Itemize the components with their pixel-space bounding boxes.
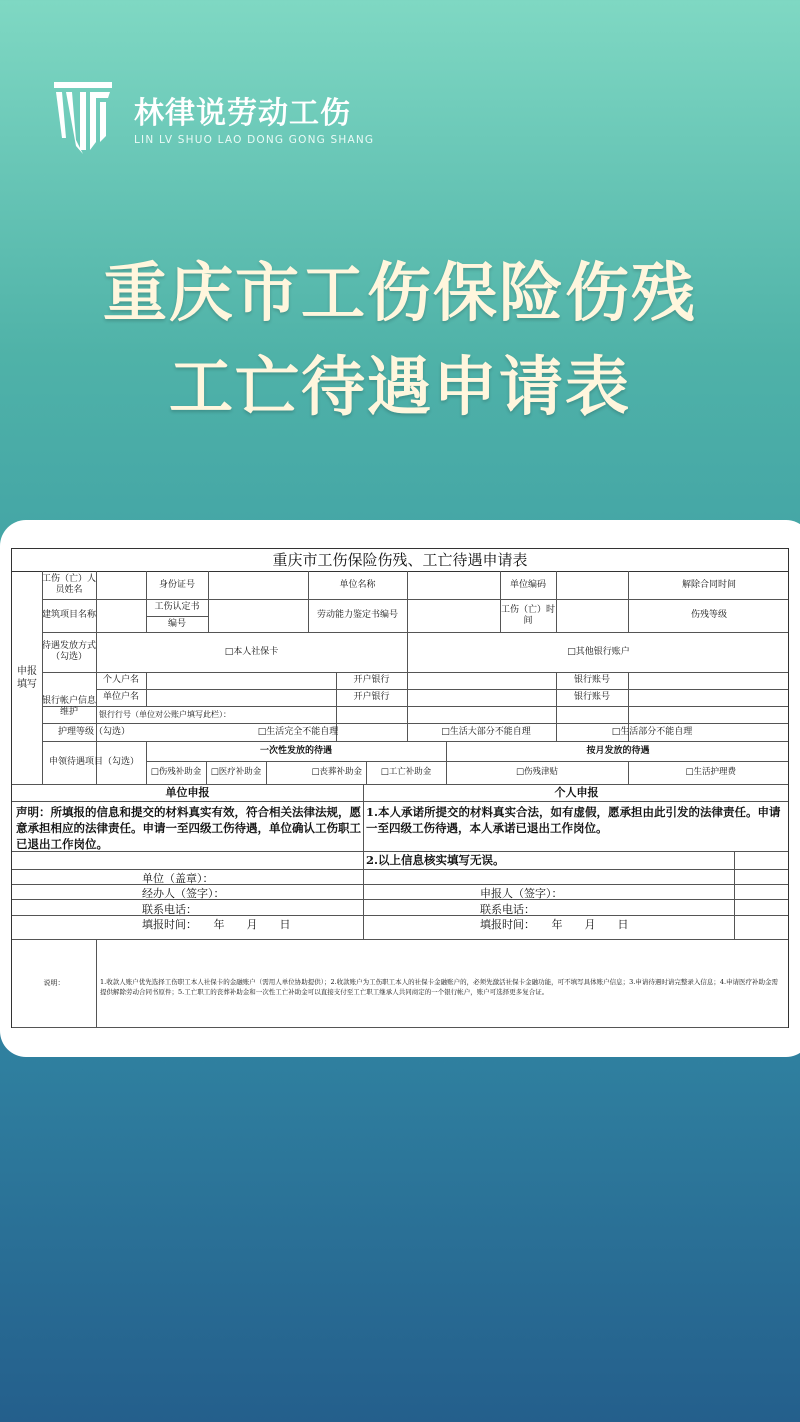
label-unit-code: 单位编码 [509, 579, 546, 590]
label-bank-row-no: 银行行号（单位对公账户填写此栏）： [99, 710, 231, 719]
unit-decl-header: 单位申报 [165, 786, 210, 799]
label-open-bank-1: 开户银行 [353, 675, 390, 685]
brand-name: 林律说劳动工伤 [134, 96, 351, 131]
personal-phone: 联系电话： [480, 903, 535, 916]
unit-seal: 单位（盖章）： [142, 872, 214, 885]
headline-line1: 重庆市工伤保险伤残 [103, 257, 697, 331]
label-project: 建筑项目名称 [42, 610, 97, 620]
label-monthly: 按月发放的待遇 [586, 745, 650, 756]
label-method: 待遇发放方式（勾选） [42, 641, 97, 662]
option-care-full[interactable]: □生活完全不能自理 [257, 726, 339, 737]
brand-logo-icon [52, 80, 114, 158]
personal-applicant: 申报人（签字）： [480, 887, 563, 900]
label-disability: 伤残等级 [690, 610, 727, 620]
label-account-1: 银行账号 [573, 675, 610, 685]
option-funeral-grant[interactable]: □丧葬补助金 [311, 767, 362, 777]
option-care-most[interactable]: □生活大部分不能自理 [441, 726, 531, 737]
label-cert-no: 编号 [146, 616, 208, 632]
label-personal-name: 个人户名 [102, 675, 139, 685]
brand-subtitle: LIN LV SHUO LAO DONG GONG SHANG [134, 134, 375, 146]
label-cert: 工伤认定书 [154, 602, 200, 612]
notes-label: 说明： [43, 978, 65, 987]
unit-handler: 经办人（签字）： [142, 887, 225, 900]
personal-decl-text2: 2.以上信息核实填写无误。 [366, 853, 505, 867]
label-name: 工伤（亡）人员姓名 [42, 574, 97, 595]
label-once: 一次性发放的待遇 [259, 745, 332, 756]
unit-phone: 联系电话： [142, 903, 197, 916]
option-death-grant[interactable]: □工亡补助金 [380, 767, 432, 777]
label-bank: 银行帐户信息维护 [42, 695, 97, 717]
unit-date: 填报时间： 年 月 日 [142, 918, 291, 931]
headline-line2: 工亡待遇申请表 [169, 351, 631, 425]
personal-decl-header: 个人申报 [554, 786, 599, 799]
option-medical-grant[interactable]: □医疗补助金 [210, 767, 262, 777]
side-label: 申报填写 [17, 665, 37, 690]
label-ability: 劳动能力鉴定书编号 [316, 610, 398, 620]
label-items: 申领待遇项目（勾选） [48, 757, 139, 767]
personal-date: 填报时间： 年 月 日 [480, 918, 629, 931]
label-care: 护理等级（勾选） [57, 726, 130, 737]
option-disability-grant[interactable]: □伤残补助金 [150, 767, 202, 777]
option-other-bank[interactable]: □其他银行账户 [567, 646, 630, 657]
notes-text: 1.收款人账户优先选择工伤职工本人社保卡的金融账户（需用人单位协助提供）；2.收款账户为工伤职工本人的社保卡金融账户的，必须先激活社保卡金融功能，可不填写具体账户信息；3.申请待遇时请完整录入信息；4.申请医疗补助金需提供解除劳动合同书原件；5.工亡职工的丧葬补助金和一次性工亡补助金可以直接支付至工亡职工继承人共同商定的一个银行帐户，账户可选择更多复合证。 [100, 978, 779, 996]
application-form [11, 548, 789, 1028]
option-care-fee[interactable]: □生活护理费 [685, 767, 736, 777]
option-disability-allowance[interactable]: □伤残津贴 [515, 767, 559, 777]
option-care-part[interactable]: □生活部分不能自理 [611, 726, 693, 737]
unit-decl-text: 声明：所填报的信息和提交的材料真实有效，符合相关法律法规，愿意承担相应的法律责任。申请一至四级工伤待遇，单位确认工伤职工已退出工作岗位。 [16, 805, 361, 851]
form-title: 重庆市工伤保险伤残、工亡待遇申请表 [12, 549, 788, 572]
label-contract-end: 解除合同时间 [681, 579, 736, 590]
label-death-time: 工伤（亡）时间 [500, 604, 555, 626]
label-unit-account-name: 单位户名 [102, 692, 139, 702]
label-id: 身份证号 [158, 579, 195, 590]
label-open-bank-2: 开户银行 [353, 692, 390, 702]
option-social-card[interactable]: □本人社保卡 [224, 646, 279, 657]
label-unit-name: 单位名称 [339, 579, 376, 590]
label-account-2: 银行账号 [573, 692, 610, 702]
personal-decl-text1: 1.本人承诺所提交的材料真实合法，如有虚假，愿承担由此引发的法律责任。申请一至四级工伤待遇，本人承诺已退出工作岗位。 [366, 805, 781, 835]
